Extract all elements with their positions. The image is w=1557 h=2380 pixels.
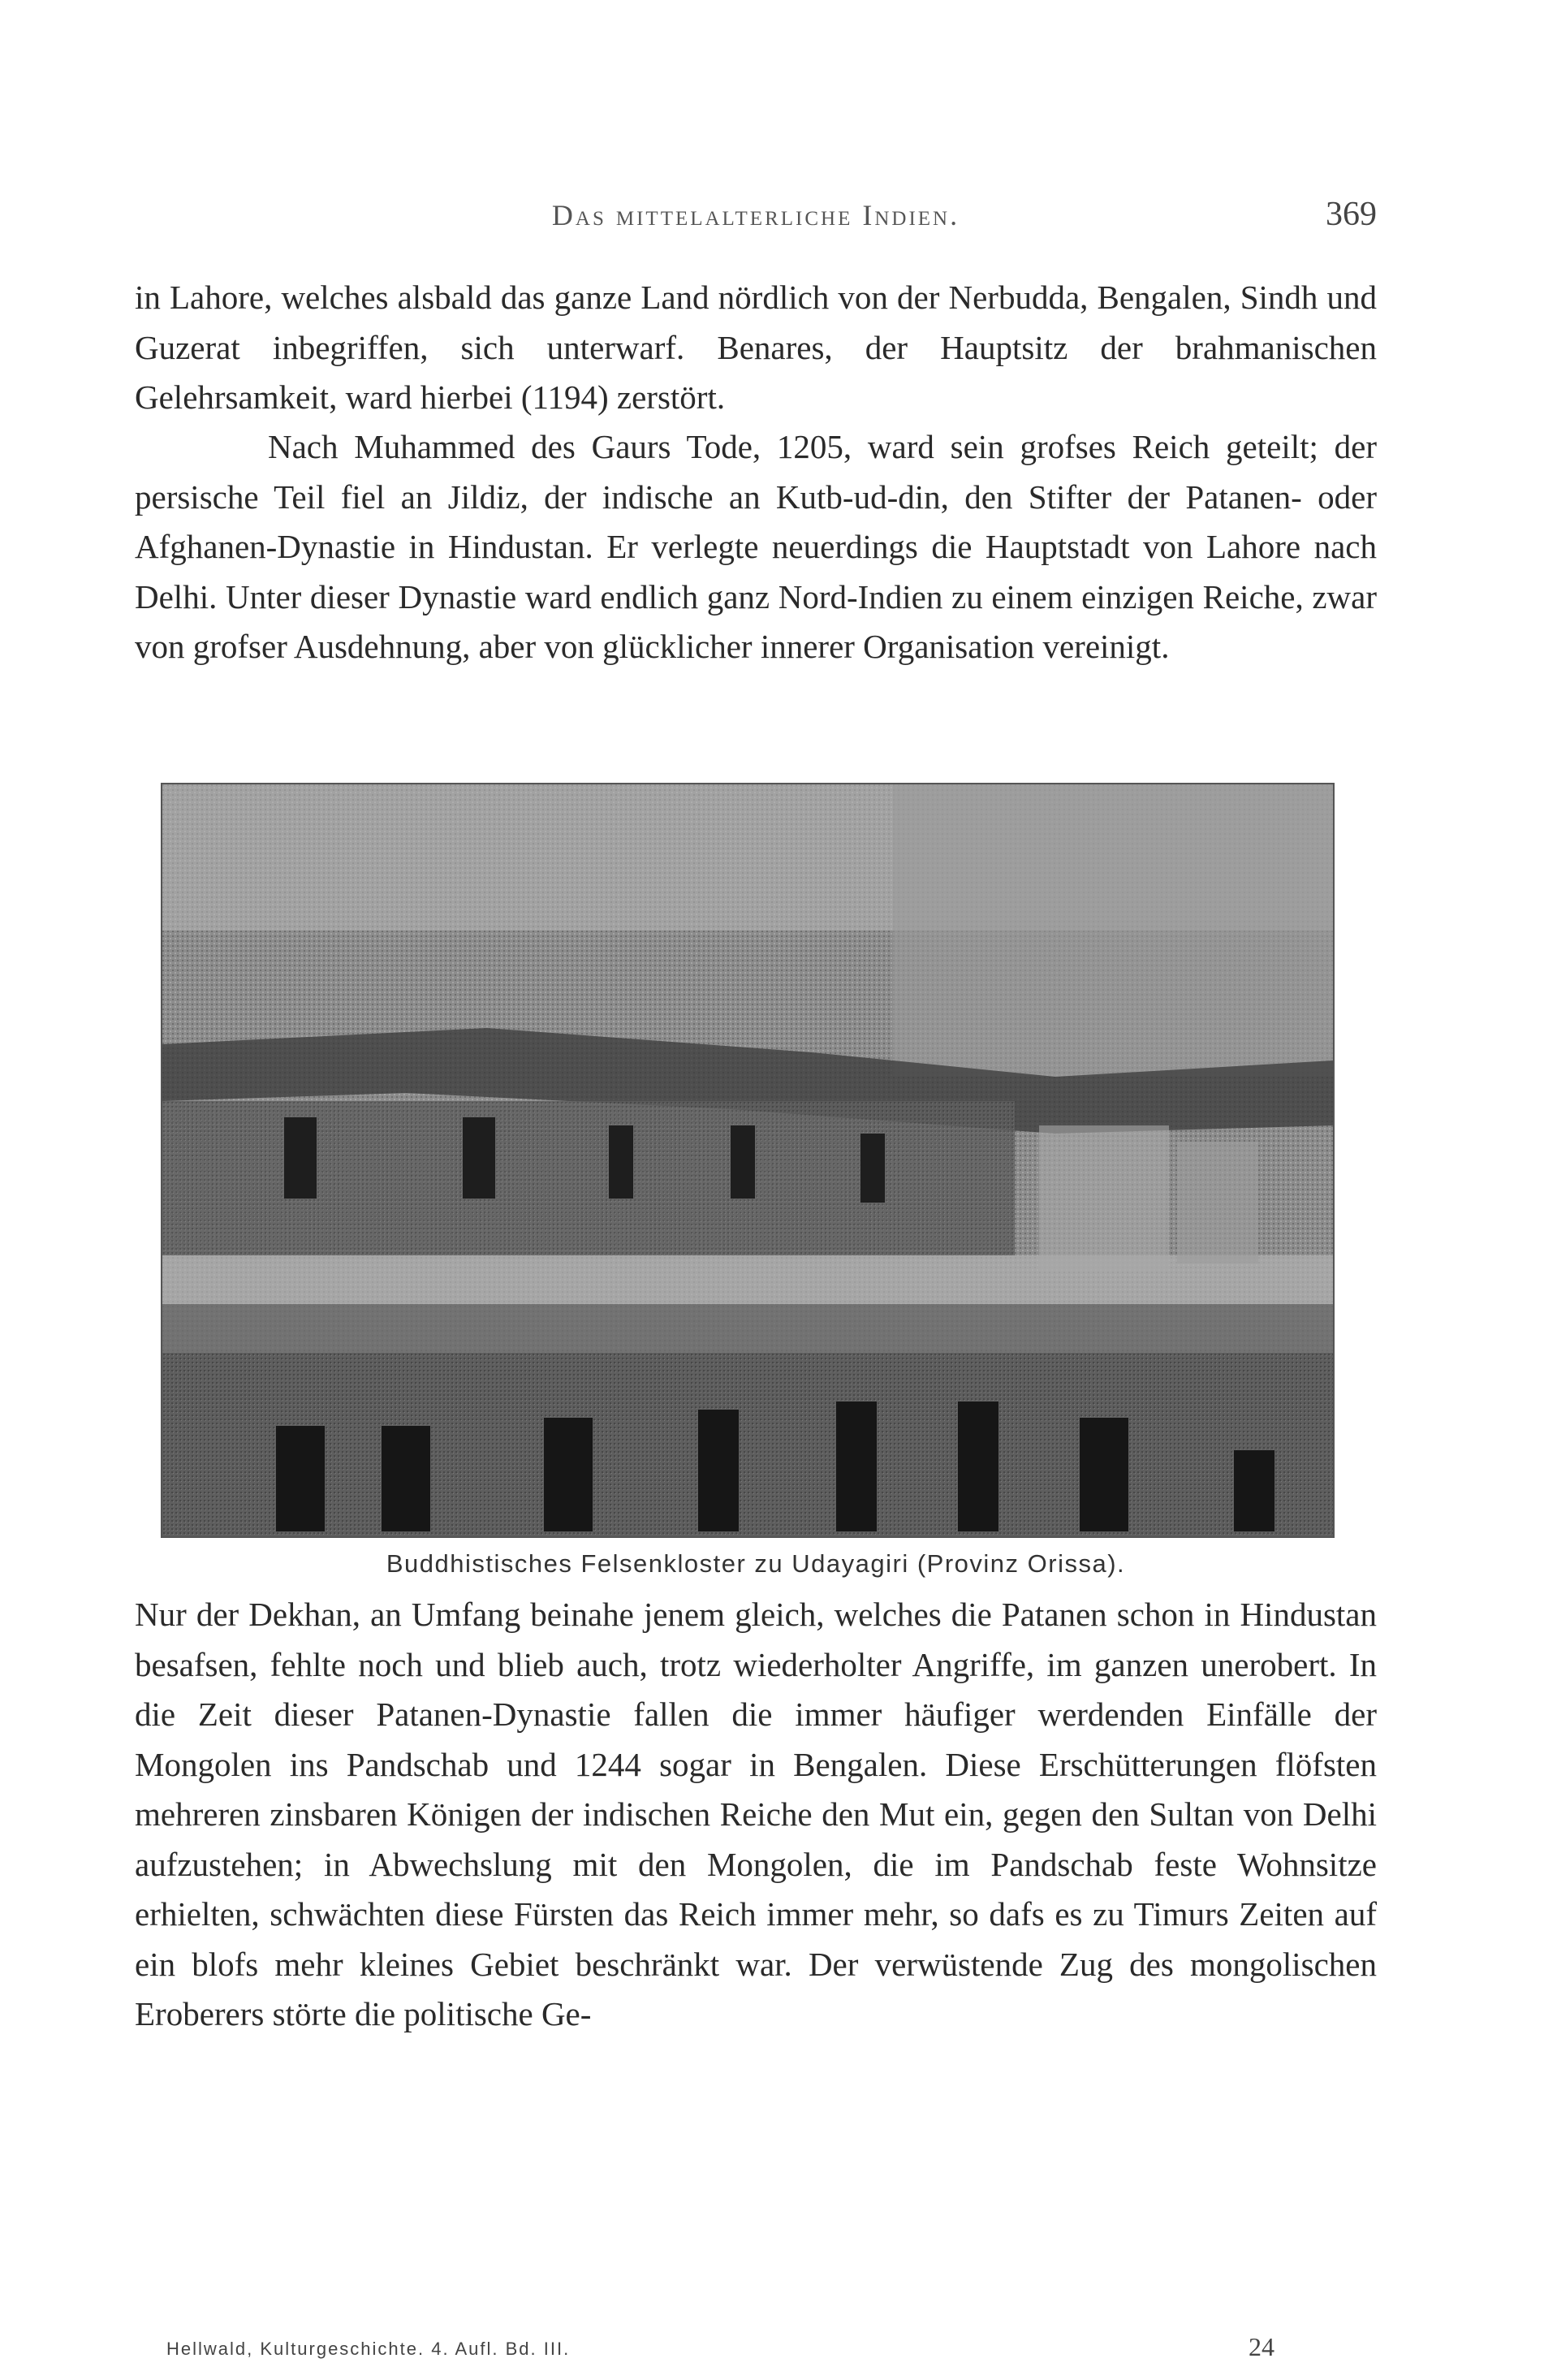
paragraph-3: Nur der Dekhan, an Umfang beinahe jenem gleich, welches die Patanen schon in Hindustan besafsen, fehlte noch und blieb auch, trotz wiederholter Angriffe, im ganzen unerobert. In die Zeit dieser Patanen-Dynastie fallen die immer häufiger werdenden Einfälle der Mongolen ins Pandschab und 1244 sogar in Bengalen. Diese Erschütterungen flöfsten mehreren zinsbaren Königen der indischen Reiche den Mut ein, gegen den Sultan von Delhi aufzustehen; in Abwechslung mit den Mongolen, die im Pandschab feste Wohnsitze erhielten, schwächten diese Fürsten das Reich immer mehr, so dafs es zu Timurs Zeiten auf ein blofs mehr kleines Gebiet beschränkt war. Der verwüstende Zug des mongolischen Eroberers störte die politische Ge- [135,1596,1377,2032]
figure-caption: Buddhistisches Felsenkloster zu Udayagiri (Provinz Orissa). [386,1549,1126,1578]
paragraph-2: Nach Muhammed des Gaurs Tode, 1205, ward sein grofses Reich geteilt; der persische Teil fiel an Jildiz, der indische an Kutb-ud-din, den Stifter der Patanen- oder Afghanen-Dynastie in Hindustan. Er verlegte neuerdings die Hauptstadt von Lahore nach Delhi. Unter dieser Dynastie ward endlich ganz Nord-Indien zu einem einzigen Reiche, zwar von grofser Ausdehnung, aber von glücklicher innerer Organisation vereinigt. [135,428,1377,665]
paragraph-1: in Lahore, welches alsbald das ganze Land nördlich von der Nerbudda, Bengalen, Sindh und Guzerat inbegriffen, sich unterwarf. Benares, der Hauptsitz der brahmanischen Gelehrsamkeit, ward hierbei (1194) zerstört. [135,279,1377,416]
running-title: Das mittelalterliche Indien. [551,199,960,231]
signature-line: Hellwald, Kulturgeschichte. 4. Aufl. Bd. III. [166,2339,571,2359]
sheet-number: 24 [1249,2332,1274,2361]
running-head [135,198,1377,239]
page-number: 369 [1326,196,1377,233]
photograph-rock-monastery [161,783,1335,1538]
cave-monastery-illustration [162,784,1333,1536]
